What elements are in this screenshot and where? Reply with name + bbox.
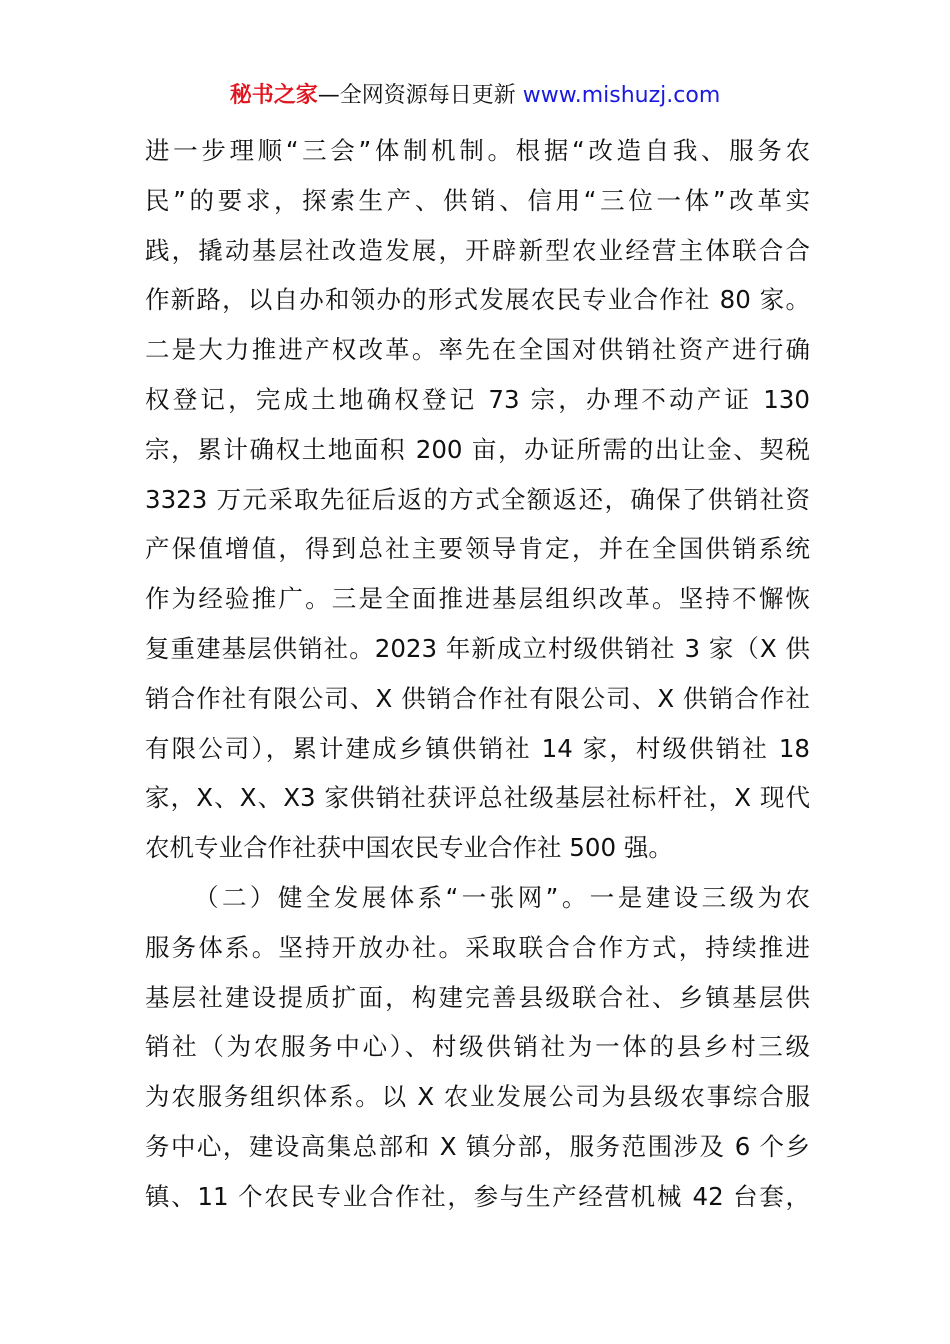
site-url[interactable]: www.mishuzj.com [522, 83, 721, 108]
text-line: 复重建基层供销社。2023 年新成立村级供销社 3 家（X 供 [145, 633, 810, 663]
text-line: 农机专业合作社获中国农民专业合作社 500 强。 [145, 833, 673, 863]
text-line: 服务体系。坚持开放办社。采取联合合作方式，持续推进 [145, 932, 810, 962]
text-line: 销合作社有限公司、X 供销合作社有限公司、X 供销合作社 [145, 683, 810, 713]
text-line: 3323 万元采取先征后返的方式全额返还，确保了供销社资 [145, 484, 810, 514]
text-line: 二是大力推进产权改革。率先在全国对供销社资产进行确 [145, 335, 810, 365]
text-line: 民”的要求，探索生产、供销、信用“三位一体”改革实 [145, 185, 810, 215]
text-line: 基层社建设提质扩面，构建完善县级联合社、乡镇基层供 [145, 982, 810, 1012]
text-line: 务中心，建设高集总部和 X 镇分部，服务范围涉及 6 个乡 [145, 1131, 810, 1161]
text-line: 践，撬动基层社改造发展，开辟新型农业经营主体联合合 [145, 235, 810, 265]
text-line: 进一步理顺“三会”体制机制。根据“改造自我、服务农 [145, 136, 810, 165]
text-line: 有限公司），累计建成乡镇供销社 14 家，村级供销社 18 [145, 733, 810, 763]
document-body [145, 126, 810, 1222]
header-slogan: —全网资源每日更新 [317, 83, 523, 108]
text-line: 销社（为农服务中心）、村级供销社为一体的县乡村三级 [145, 1032, 810, 1062]
text-line: 为农服务组织体系。以 X 农业发展公司为县级农事综合服 [145, 1082, 810, 1112]
text-line: 镇、11 个农民专业合作社，参与生产经营机械 42 台套， [145, 1181, 810, 1211]
section-heading-line: （二）健全发展体系“一张网”。一是建设三级为农 [194, 882, 810, 912]
text-line: 作为经验推广。三是全面推进基层组织改革。坚持不懈恢 [145, 584, 810, 614]
brand-name: 秘书之家 [229, 83, 318, 108]
text-line: 作新路，以自办和领办的形式发展农民专业合作社 80 家。 [145, 285, 810, 315]
site-header [0, 80, 950, 112]
text-line: 产保值增值，得到总社主要领导肯定，并在全国供销系统 [145, 534, 810, 564]
text-line: 家，X、X、X3 家供销社获评总社级基层社标杆社，X 现代 [145, 783, 810, 813]
text-line: 权登记，完成土地确权登记 73 宗，办理不动产证 130 [145, 384, 810, 414]
text-line: 宗，累计确权土地面积 200 亩，办证所需的出让金、契税 [145, 434, 810, 464]
